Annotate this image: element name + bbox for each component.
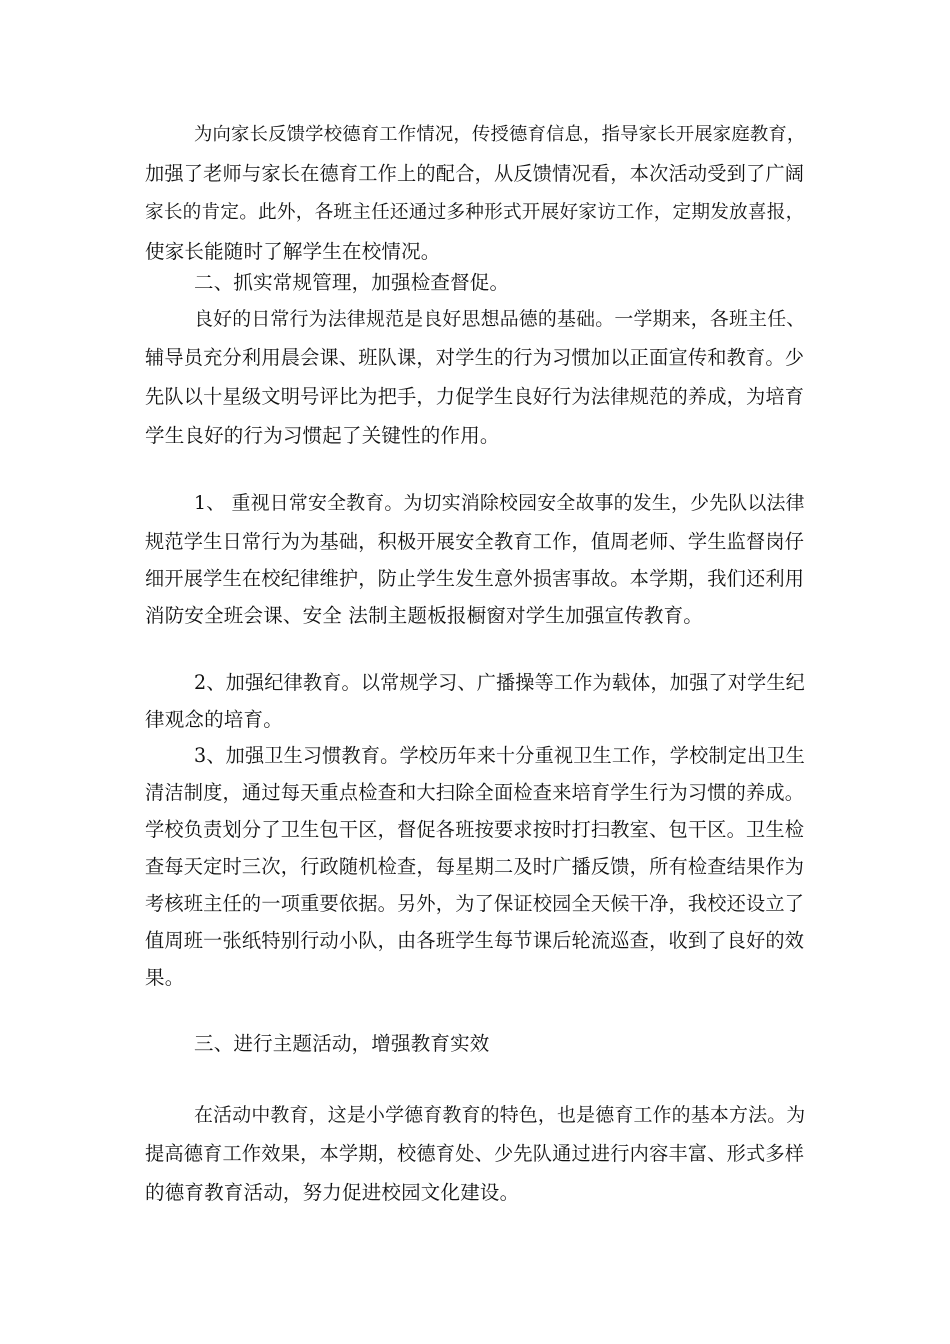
text-line: 考核班主任的一项重要依据。另外，为了保证校园全天候干净，我校还设立了	[145, 892, 805, 915]
text-line: 消防安全班会课、安全 法制主题板报橱窗对学生加强宣传教育。	[145, 604, 703, 627]
text-line: 3、加强卫生习惯教育。学校历年来十分重视卫生工作，学校制定出卫生	[194, 744, 805, 767]
text-line: 果。	[145, 966, 185, 989]
text-line: 二、抓实常规管理，加强检查督促。	[194, 271, 510, 294]
text-line: 使家长能随时了解学生在校情况。	[145, 240, 441, 263]
text-line: 查每天定时三次，行政随机检查，每星期二及时广播反馈，所有检查结果作为	[145, 855, 805, 878]
text-line: 三、进行主题活动，增强教育实效	[194, 1032, 490, 1055]
text-line: 值周班一张纸特别行动小队，由各班学生每节课后轮流巡查，收到了良好的效	[145, 929, 805, 952]
text-line: 的德育教育活动，努力促进校园文化建设。	[145, 1181, 520, 1204]
text-line: 律观念的培育。	[145, 708, 283, 731]
text-line: 清洁制度，通过每天重点检查和大扫除全面检查来培育学生行为习惯的养成。	[145, 781, 805, 804]
text-line: 学校负责划分了卫生包干区，督促各班按要求按时打扫教室、包干区。卫生检	[145, 818, 805, 841]
text-line: 1、 重视日常安全教育。为切实消除校园安全故事的发生，少先队以法律	[194, 492, 805, 514]
text-line: 规范学生日常行为为基础，积极开展安全教育工作，值周老师、学生监督岗仔	[145, 530, 805, 553]
text-line: 为向家长反馈学校德育工作情况，传授德育信息，指导家长开展家庭教育，	[194, 124, 806, 145]
text-line: 辅导员充分利用晨会课、班队课，对学生的行为习惯加以正面宣传和教育。少	[145, 346, 805, 369]
text-line: 在活动中教育，这是小学德育教育的特色，也是德育工作的基本方法。为	[194, 1104, 806, 1126]
text-line: 加强了老师与家长在德育工作上的配合，从反馈情况看，本次活动受到了广阔	[145, 162, 805, 185]
text-line: 家长的肯定。此外，各班主任还通过多种形式开展好家访工作，定期发放喜报，	[145, 202, 805, 223]
text-line: 细开展学生在校纪律维护，防止学生发生意外损害事故。本学期，我们还利用	[145, 567, 805, 590]
text-line: 先队以十星级文明号评比为把手，力促学生良好行为法律规范的养成，为培育	[145, 385, 805, 408]
text-line: 2、加强纪律教育。以常规学习、广播操等工作为载体，加强了对学生纪	[194, 671, 805, 694]
text-line: 学生良好的行为习惯起了关键性的作用。	[145, 424, 500, 447]
text-line: 良好的日常行为法律规范是良好思想品德的基础。一学期来，各班主任、	[194, 308, 806, 330]
text-line: 提高德育工作效果，本学期，校德育处、少先队通过进行内容丰富、形式多样	[145, 1142, 805, 1165]
